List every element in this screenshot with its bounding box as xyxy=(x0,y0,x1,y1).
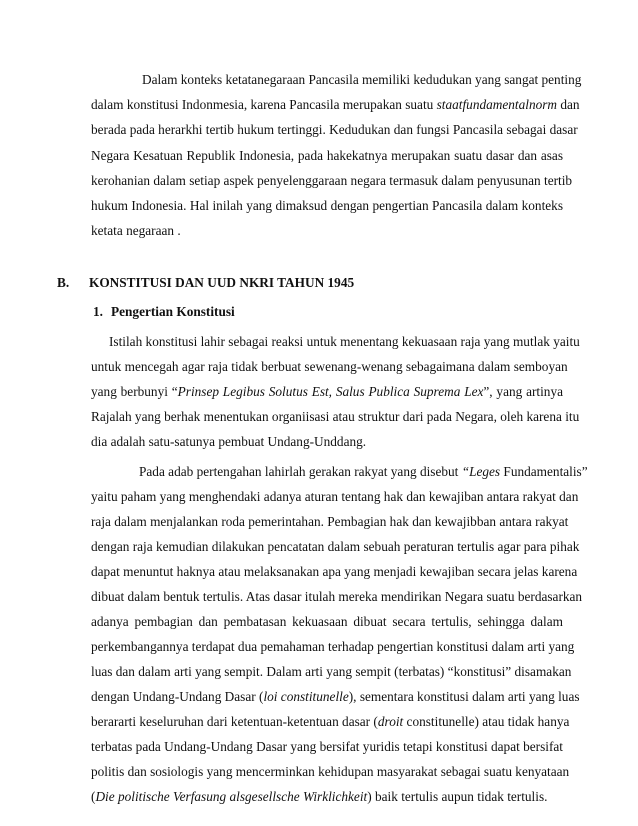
italic-term: Prinsep Legibus Solutus Est, Salus Publica Suprema Lex xyxy=(177,384,484,399)
italic-term: staatfundamentalnorm xyxy=(436,97,558,112)
text-line: ketata negaraan . xyxy=(91,223,181,238)
text-line: luas dan dalam arti yang sempit. Dalam arti yang sempit (terbatas) “konstitusi” disamakan xyxy=(91,664,572,679)
text-line: kerohanian dalam setiap aspek penyelenggaraan negara termasuk dalam penyusunan tertib xyxy=(91,173,573,188)
text-line: adanya pembagian dan pembatasan kekuasaan dibuat secara tertulis, sehingga dalam xyxy=(91,614,563,629)
text-line: Rajalah yang berhak menentukan organiisasi atau struktur dari pada Negara, oleh karena itu xyxy=(91,409,580,424)
text-line: untuk mencegah agar raja tidak berbuat sewenang-wenang sebagaimana dalam semboyan xyxy=(91,359,568,374)
text-line: yang berbunyi “Prinsep Legibus Solutus Est, Salus Publica Suprema Lex”, yang artinya xyxy=(91,384,563,399)
text-line: dapat menuntut haknya atau melaksanakan apa yang menjadi kewajiban secara jelas karena xyxy=(91,564,578,579)
text-line: berararti keseluruhan dari ketentuan-ketentuan dasar (droit constitunelle) atau tidak hanya xyxy=(91,714,570,729)
text-line: (Die politische Verfasung alsgesellsche Wirklichkeit) baik tertulis aupun tidak tertulis. xyxy=(91,789,548,804)
text-line: dalam konstitusi Indonmesia, karena Pancasila merupakan suatu staatfundamentalnorm dan xyxy=(91,97,580,112)
italic-term: “Leges xyxy=(461,464,501,479)
italic-term: droit xyxy=(377,714,404,729)
text-line: Istilah konstitusi lahir sebagai reaksi untuk menentang kekuasaan raja yang mutlak yaitu xyxy=(109,334,580,349)
text-line: raja dalam menjalankan roda pemerintahan. Pembagian hak dan kewajibban antara rakyat xyxy=(91,514,569,529)
text-line: dia adalah satu-satunya pembuat Undang-Unddang. xyxy=(91,434,367,449)
section-marker: B. xyxy=(57,275,70,290)
text-line: berada pada herarkhi tertib hukum tertinggi. Kedudukan dan fungsi Pancasila sebagai dasar xyxy=(91,122,578,137)
italic-term: loi constitunelle xyxy=(263,689,349,704)
section-title: KONSTITUSI DAN UUD NKRI TAHUN 1945 xyxy=(89,275,355,290)
text-line: dengan raja kemudian dilakukan pencatatan dalam sebuah peraturan tertulis agar para pihak xyxy=(91,539,580,554)
text-line: Pada adab pertengahan lahirlah gerakan rakyat yang disebut “Leges Fundamentalis” xyxy=(139,464,588,479)
italic-term: Die politische Verfasung alsgesellsche Wirklichkeit xyxy=(95,789,368,804)
text-line: Dalam konteks ketatanegaraan Pancasila memiliki kedudukan yang sangat penting xyxy=(142,72,582,87)
text-line: terbatas pada Undang-Undang Dasar yang bersifat yuridis tetapi konstitusi dapat bersifat xyxy=(91,739,563,754)
text-line: dibuat dalam bentuk tertulis. Atas dasar itulah mereka mendirikan Negara suatu berdasarkan xyxy=(91,589,583,604)
subsection-marker: 1. xyxy=(93,304,103,319)
text-line: hukum Indonesia. Hal inilah yang dimaksud dengan pengertian Pancasila dalam konteks xyxy=(91,198,563,213)
text-line: perkembangannya terdapat dua pemahaman terhadap pengertian konstitusi dalam arti yang xyxy=(91,639,575,654)
text-line: dengan Undang-Undang Dasar (loi constitunelle), sementara konstitusi dalam arti yang luas xyxy=(91,689,580,704)
text-line: yaitu paham yang menghendaki adanya aturan tentang hak dan kewajiban antara rakyat dan xyxy=(91,489,579,504)
text-line: politis dan sosiologis yang mencerminkan kehidupan masyarakat sebagai suatu kenyataan xyxy=(91,764,570,779)
subsection-title: Pengertian Konstitusi xyxy=(111,304,235,319)
text-line: Negara Kesatuan Republik Indonesia, pada hakekatnya merupakan suatu dasar dan asas xyxy=(91,148,563,163)
